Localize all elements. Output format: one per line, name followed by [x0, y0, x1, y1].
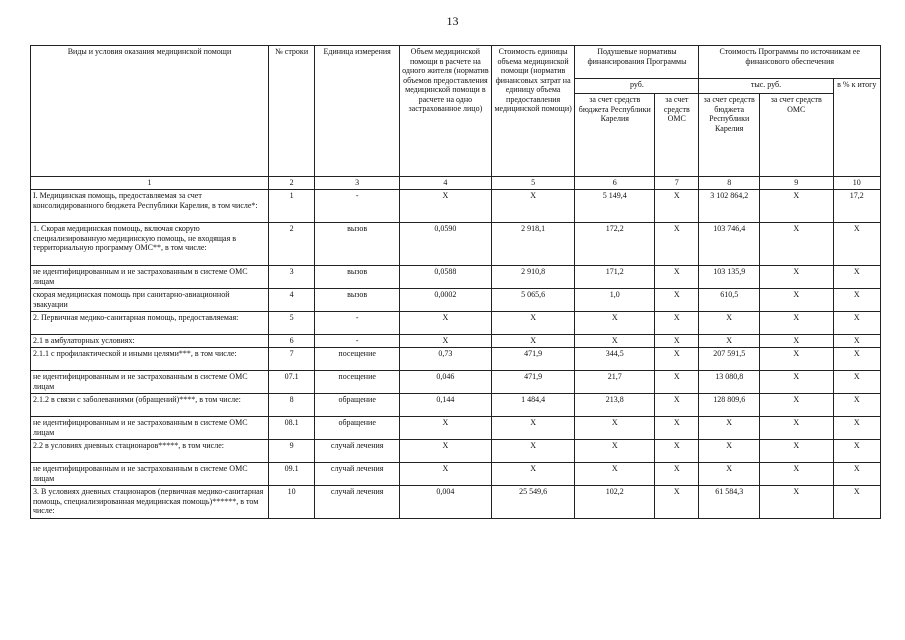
- row-unit: вызов: [315, 266, 400, 289]
- row-pr-budget: 103 746,4: [699, 223, 759, 266]
- row-volume: 0,73: [400, 348, 492, 371]
- row-volume: X: [400, 335, 492, 348]
- row-pr-oms: X: [759, 266, 833, 289]
- row-pct: 17,2: [833, 190, 880, 223]
- row-name: I. Медицинская помощь, предоставляемая за счет консолидированного бюджета Республики Карелия, в том числе*:: [31, 190, 269, 223]
- col-number: 6: [575, 177, 655, 190]
- row-pc-budget: 213,8: [575, 394, 655, 417]
- row-pr-budget: X: [699, 335, 759, 348]
- row-pct: X: [833, 463, 880, 486]
- header-budget-rk: за счет средств бюджета Республики Карелия: [575, 94, 655, 177]
- row-pr-budget: 207 591,5: [699, 348, 759, 371]
- row-unit: посещение: [315, 371, 400, 394]
- row-no: 1: [268, 190, 314, 223]
- row-volume: X: [400, 190, 492, 223]
- row-pct: X: [833, 266, 880, 289]
- row-name: 2.1.2 в связи с заболеваниями (обращений)****, в том числе:: [31, 394, 269, 417]
- row-pc-oms: X: [655, 417, 699, 440]
- row-volume: 0,004: [400, 486, 492, 519]
- table-row: [31, 289, 881, 312]
- row-no: 07.1: [268, 371, 314, 394]
- table-row: [31, 417, 881, 440]
- header-kind: Виды и условия оказания медицинской помощи: [31, 46, 269, 177]
- row-pr-oms: X: [759, 371, 833, 394]
- header-unit: Единица измерения: [315, 46, 400, 177]
- row-name: 3. В условиях дневных стационаров (первичная медико-санитарная помощь, специализированная медицинская помощь)******, в том числе:: [31, 486, 269, 519]
- row-unit: обращение: [315, 417, 400, 440]
- col-number: 5: [491, 177, 575, 190]
- table-row: [31, 266, 881, 289]
- row-no: 9: [268, 440, 314, 463]
- row-volume: 0,144: [400, 394, 492, 417]
- row-name: 2.1.1 с профилактической и иными целями***, в том числе:: [31, 348, 269, 371]
- row-pr-budget: X: [699, 417, 759, 440]
- row-pc-oms: X: [655, 348, 699, 371]
- row-unit: -: [315, 312, 400, 335]
- row-no: 6: [268, 335, 314, 348]
- row-name: не идентифицированным и не застрахованным в системе ОМС лицам: [31, 417, 269, 440]
- row-pr-oms: X: [759, 190, 833, 223]
- row-pc-oms: X: [655, 440, 699, 463]
- row-name: не идентифицированным и не застрахованным в системе ОМС лицам: [31, 371, 269, 394]
- row-pc-budget: 21,7: [575, 371, 655, 394]
- row-pr-oms: X: [759, 486, 833, 519]
- row-pc-budget: 1,0: [575, 289, 655, 312]
- row-volume: 0,046: [400, 371, 492, 394]
- row-pc-budget: 5 149,4: [575, 190, 655, 223]
- row-pr-budget: 103 135,9: [699, 266, 759, 289]
- row-unit: посещение: [315, 348, 400, 371]
- row-pr-oms: X: [759, 223, 833, 266]
- row-no: 3: [268, 266, 314, 289]
- row-unit: -: [315, 335, 400, 348]
- row-name: не идентифицированным и не застрахованным в системе ОМС лицам: [31, 463, 269, 486]
- row-pc-oms: X: [655, 289, 699, 312]
- row-cost: 5 065,6: [491, 289, 575, 312]
- row-name: 2. Первичная медико-санитарная помощь, предоставляемая:: [31, 312, 269, 335]
- row-no: 5: [268, 312, 314, 335]
- row-pc-oms: X: [655, 312, 699, 335]
- row-pc-budget: 344,5: [575, 348, 655, 371]
- row-pc-budget: X: [575, 440, 655, 463]
- row-volume: 0,0590: [400, 223, 492, 266]
- header-cost: Стоимость единицы объема медицинской помощи (норматив финансовых затрат на единицу объема предоставления медицинской помощи): [491, 46, 575, 177]
- row-pct: X: [833, 289, 880, 312]
- row-cost: 471,9: [491, 348, 575, 371]
- col-number: 8: [699, 177, 759, 190]
- row-cost: 2 918,1: [491, 223, 575, 266]
- row-cost: X: [491, 190, 575, 223]
- row-unit: обращение: [315, 394, 400, 417]
- table-row: [31, 348, 881, 371]
- header-per-capita: Подушевые нормативы финансирования Программы: [575, 46, 699, 79]
- row-pct: X: [833, 440, 880, 463]
- row-pr-oms: X: [759, 440, 833, 463]
- row-volume: X: [400, 440, 492, 463]
- row-pr-budget: 3 102 864,2: [699, 190, 759, 223]
- program-cost-table: [30, 45, 881, 519]
- row-volume: 0,0588: [400, 266, 492, 289]
- row-pct: X: [833, 371, 880, 394]
- row-pr-budget: X: [699, 463, 759, 486]
- header-rub: руб.: [575, 79, 699, 94]
- row-pc-oms: X: [655, 486, 699, 519]
- header-row-no: № строки: [268, 46, 314, 177]
- header-thous-rub: тыс. руб.: [699, 79, 833, 94]
- row-pr-budget: 61 584,3: [699, 486, 759, 519]
- table-row: [31, 223, 881, 266]
- header-pct-total: в % к итогу: [833, 79, 880, 177]
- table-row: [31, 463, 881, 486]
- row-pc-oms: X: [655, 463, 699, 486]
- row-cost: 25 549,6: [491, 486, 575, 519]
- header-volume: Объем медицинской помощи в расчете на одного жителя (норматив объемов предоставления медицинской помощи в расчете на одно застрахованное лицо): [400, 46, 492, 177]
- table-body: [31, 190, 881, 519]
- row-pc-oms: X: [655, 394, 699, 417]
- row-cost: X: [491, 335, 575, 348]
- row-cost: X: [491, 417, 575, 440]
- row-pc-oms: X: [655, 223, 699, 266]
- row-no: 08.1: [268, 417, 314, 440]
- row-unit: случай лечения: [315, 463, 400, 486]
- row-pc-oms: X: [655, 371, 699, 394]
- row-pr-oms: X: [759, 394, 833, 417]
- row-no: 09.1: [268, 463, 314, 486]
- col-number: 4: [400, 177, 492, 190]
- row-pc-budget: X: [575, 463, 655, 486]
- col-number: 2: [268, 177, 314, 190]
- table-row: [31, 371, 881, 394]
- row-no: 10: [268, 486, 314, 519]
- row-pct: X: [833, 394, 880, 417]
- table-row: [31, 394, 881, 417]
- row-pct: X: [833, 223, 880, 266]
- row-volume: X: [400, 312, 492, 335]
- row-pc-oms: X: [655, 266, 699, 289]
- col-number: 3: [315, 177, 400, 190]
- row-pr-budget: X: [699, 440, 759, 463]
- row-pct: X: [833, 348, 880, 371]
- row-unit: вызов: [315, 223, 400, 266]
- row-volume: 0,0002: [400, 289, 492, 312]
- row-pr-budget: 13 080,8: [699, 371, 759, 394]
- row-pct: X: [833, 335, 880, 348]
- row-unit: случай лечения: [315, 486, 400, 519]
- col-number: 9: [759, 177, 833, 190]
- row-pr-oms: X: [759, 335, 833, 348]
- table-row: [31, 486, 881, 519]
- row-cost: 1 484,4: [491, 394, 575, 417]
- row-cost: X: [491, 440, 575, 463]
- row-pct: X: [833, 486, 880, 519]
- row-pct: X: [833, 312, 880, 335]
- row-cost: 471,9: [491, 371, 575, 394]
- row-no: 7: [268, 348, 314, 371]
- row-pc-budget: X: [575, 335, 655, 348]
- table-row: [31, 312, 881, 335]
- row-no: 8: [268, 394, 314, 417]
- row-volume: X: [400, 463, 492, 486]
- col-number: 10: [833, 177, 880, 190]
- header-program-cost: Стоимость Программы по источникам ее финансового обеспечения: [699, 46, 881, 79]
- row-pct: X: [833, 417, 880, 440]
- row-name: скорая медицинская помощь при санитарно-авиационной эвакуации: [31, 289, 269, 312]
- col-number: 7: [655, 177, 699, 190]
- row-pc-oms: X: [655, 190, 699, 223]
- row-pc-budget: X: [575, 417, 655, 440]
- row-name: 2.2 в условиях дневных стационаров*****, в том числе:: [31, 440, 269, 463]
- row-cost: X: [491, 312, 575, 335]
- table-row: [31, 335, 881, 348]
- header-oms: за счет средств ОМС: [655, 94, 699, 177]
- header-oms-2: за счет средств ОМС: [759, 94, 833, 177]
- row-no: 2: [268, 223, 314, 266]
- row-volume: X: [400, 417, 492, 440]
- row-pr-budget: 610,5: [699, 289, 759, 312]
- row-pc-budget: 172,2: [575, 223, 655, 266]
- row-pc-budget: 102,2: [575, 486, 655, 519]
- row-pr-oms: X: [759, 417, 833, 440]
- row-pc-budget: 171,2: [575, 266, 655, 289]
- row-cost: 2 910,8: [491, 266, 575, 289]
- row-pc-oms: X: [655, 335, 699, 348]
- row-pr-oms: X: [759, 312, 833, 335]
- row-name: 1. Скорая медицинская помощь, включая скорую специализированную медицинскую помощь, не входящая в территориальную программу ОМС**, в том числе:: [31, 223, 269, 266]
- row-pc-budget: X: [575, 312, 655, 335]
- row-pr-oms: X: [759, 348, 833, 371]
- row-unit: случай лечения: [315, 440, 400, 463]
- col-number: 1: [31, 177, 269, 190]
- page-number: 13: [446, 14, 459, 28]
- table-row: [31, 190, 881, 223]
- row-unit: -: [315, 190, 400, 223]
- row-pr-oms: X: [759, 463, 833, 486]
- row-cost: X: [491, 463, 575, 486]
- row-pr-budget: X: [699, 312, 759, 335]
- table-row: [31, 440, 881, 463]
- row-pr-oms: X: [759, 289, 833, 312]
- row-pr-budget: 128 809,6: [699, 394, 759, 417]
- column-numbers-row: [31, 177, 881, 190]
- row-no: 4: [268, 289, 314, 312]
- row-unit: вызов: [315, 289, 400, 312]
- row-name: 2.1 в амбулаторных условиях:: [31, 335, 269, 348]
- header-budget-rk-2: за счет средств бюджета Республики Карелия: [699, 94, 759, 177]
- row-name: не идентифицированным и не застрахованным в системе ОМС лицам: [31, 266, 269, 289]
